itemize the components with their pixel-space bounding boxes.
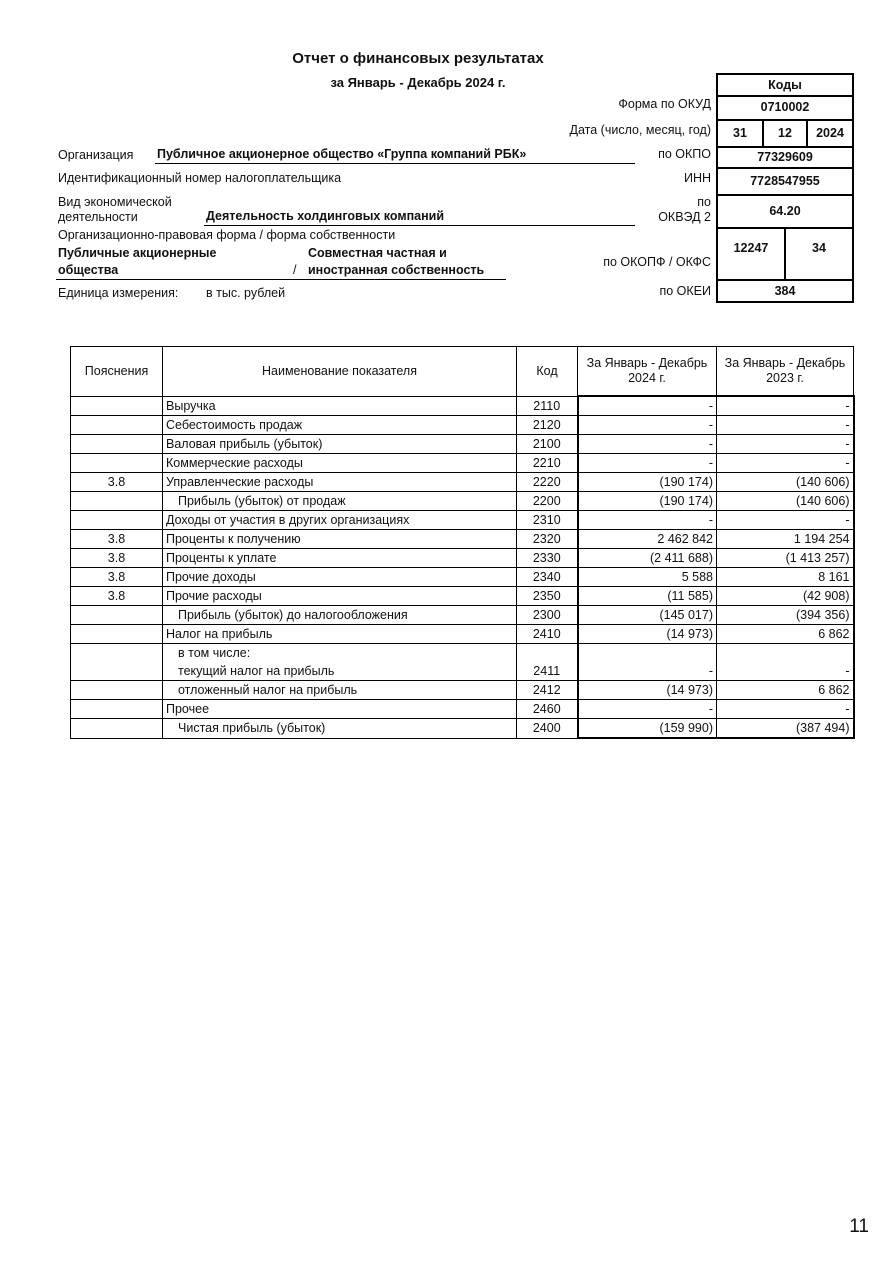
header-code: Код [517,347,578,397]
table-row [71,396,854,416]
table-row [71,530,854,549]
table-row [71,719,854,739]
okpo-value: 77329609 [757,150,813,164]
form-underline [56,279,506,280]
row-value-2023: - [717,511,854,530]
legal-form-2: общества [58,263,119,277]
okopf-value: 12247 [733,241,769,255]
row-value-2024: - [578,416,717,435]
row-name: Валовая прибыль (убыток) [163,435,517,454]
inn-label: Идентификационный номер налогоплательщика [58,171,342,185]
row-name: Прочие доходы [163,568,517,587]
row-code: 2220 [517,473,578,492]
org-label: Организация [58,148,134,162]
activity-label-1: Вид экономической [58,195,172,209]
row-value-2023: (42 908) [717,587,854,606]
row-value-2023: (394 356) [717,606,854,625]
row-name: Коммерческие расходы [163,454,517,473]
row-name: отложенный налог на прибыль [163,681,517,700]
row-note: 3.8 [71,587,163,606]
row-value-2024: (2 411 688) [578,549,717,568]
form-slash: / [293,263,297,277]
row-name: Управленческие расходы [163,473,517,492]
header-notes: Пояснения [71,347,163,397]
row-note [71,492,163,511]
table-row [71,644,854,681]
okei-label: по ОКЕИ [659,284,711,298]
table-row [71,568,854,587]
row-name-cell [163,644,517,681]
activity-label-2: деятельности [58,210,138,224]
table-row [71,473,854,492]
header-name: Наименование показателя [163,347,517,397]
row-code: 2200 [517,492,578,511]
row-value-2024: (11 585) [578,587,717,606]
row-value-2023: 6 862 [717,681,854,700]
okei-value: 384 [774,283,796,298]
row-value-2023: - [717,700,854,719]
row-value-2024: 5 588 [578,568,717,587]
row-code: 2320 [517,530,578,549]
inn-code-label: ИНН [683,171,711,185]
row-note: 3.8 [71,568,163,587]
table-row [71,549,854,568]
row-note [71,435,163,454]
okopf-label: по ОКОПФ / ОКФС [603,255,711,269]
row-code: 2110 [517,396,578,416]
org-name: Публичное акционерное общество «Группа компаний РБК» [157,147,527,161]
report-title: Отчет о финансовых результатах [292,50,544,67]
unit-label: Единица измерения: [58,286,179,300]
okved-label-1: по [697,195,711,209]
row-value-2024: (14 973) [578,681,717,700]
row-name: Прибыль (убыток) до налогообложения [163,606,517,625]
row-value-2023: (387 494) [717,719,854,739]
row-note: 3.8 [71,549,163,568]
table-row [71,587,854,606]
financial-results-table [70,346,855,739]
row-note [71,644,163,681]
row-code: 2350 [517,587,578,606]
row-name: Выручка [163,396,517,416]
inn-value: 7728547955 [750,174,820,188]
row-value-2024: (190 174) [578,492,717,511]
row-code: 2100 [517,435,578,454]
row-code: 2310 [517,511,578,530]
row-value-2024: 2 462 842 [578,530,717,549]
table-row [71,511,854,530]
date-label: Дата (число, месяц, год) [569,123,711,137]
row-name: Доходы от участия в других организациях [163,511,517,530]
row-code: 2120 [517,416,578,435]
date-month: 12 [778,126,792,140]
row-value-2024: - [578,511,717,530]
row-code: 2340 [517,568,578,587]
table-row [71,681,854,700]
row-name: Проценты к получению [163,530,517,549]
okved-label-2: ОКВЭД 2 [658,210,711,224]
row-name: Налог на прибыль [163,625,517,644]
row-note [71,700,163,719]
row-note: 3.8 [71,530,163,549]
header-period-2023: За Январь - Декабрь 2023 г. [717,347,854,397]
row-code: 2412 [517,681,578,700]
row-value-2023: - [717,396,854,416]
row-code: 2411 [517,644,578,681]
row-value-2023: - [717,435,854,454]
okved-value: 64.20 [769,204,801,218]
row-name: Чистая прибыль (убыток) [163,719,517,739]
table-row [71,492,854,511]
row-value-2024: (190 174) [578,473,717,492]
row-name: Прибыль (убыток) от продаж [163,492,517,511]
row-note [71,511,163,530]
activity-value: Деятельность холдинговых компаний [206,209,445,223]
row-value-2024: - [578,454,717,473]
codes-block [716,73,854,303]
row-name: Себестоимость продаж [163,416,517,435]
row-name: Проценты к уплате [163,549,517,568]
table-row [71,454,854,473]
row-value-2023: (1 413 257) [717,549,854,568]
row-name: Прочее [163,700,517,719]
report-period: за Январь - Декабрь 2024 г. [330,75,506,90]
row-note [71,454,163,473]
table-header-row [71,347,854,397]
legal-form-1: Публичные акционерные [58,246,217,260]
table-row [71,606,854,625]
org-underline [155,163,635,164]
row-value-2023: 6 862 [717,625,854,644]
header-period-2024: За Январь - Декабрь 2024 г. [578,347,717,397]
row-value-2023: 8 161 [717,568,854,587]
row-code: 2210 [517,454,578,473]
row-name: Прочие расходы [163,587,517,606]
unit-value: в тыс. рублей [206,286,286,300]
row-note [71,625,163,644]
row-value-2023: (140 606) [717,473,854,492]
okpo-label: по ОКПО [658,147,711,161]
row-note [71,396,163,416]
row-code: 2410 [517,625,578,644]
row-value-2024: - [578,644,717,681]
table-row [71,435,854,454]
row-note [71,719,163,739]
okud-value: 0710002 [760,100,810,114]
row-name-prefix: в том числе: [178,646,251,660]
codes-header: Коды [768,78,802,92]
activity-underline [204,225,635,226]
row-note [71,416,163,435]
row-name: текущий налог на прибыль [178,664,335,678]
row-value-2023: - [717,416,854,435]
page-number: 11 [849,1216,869,1237]
ownership-2: иностранная собственность [308,263,485,277]
row-code: 2400 [517,719,578,739]
okud-label: Форма по ОКУД [618,97,711,111]
date-year: 2024 [816,126,844,140]
row-value-2023: - [717,644,854,681]
row-note [71,681,163,700]
row-value-2024: (14 973) [578,625,717,644]
row-code: 2460 [517,700,578,719]
ownership-1: Совместная частная и [308,246,447,260]
row-note: 3.8 [71,473,163,492]
table-row [71,416,854,435]
form-label: Организационно-правовая форма / форма собственности [58,228,396,242]
row-value-2024: (145 017) [578,606,717,625]
row-value-2024: - [578,435,717,454]
row-value-2024: (159 990) [578,719,717,739]
row-value-2023: 1 194 254 [717,530,854,549]
table-row [71,700,854,719]
row-value-2024: - [578,396,717,416]
row-note [71,606,163,625]
row-value-2024: - [578,700,717,719]
table-row [71,625,854,644]
row-value-2023: - [717,454,854,473]
okfs-value: 34 [812,241,826,255]
date-day: 31 [733,126,747,140]
row-code: 2300 [517,606,578,625]
row-value-2023: (140 606) [717,492,854,511]
row-code: 2330 [517,549,578,568]
